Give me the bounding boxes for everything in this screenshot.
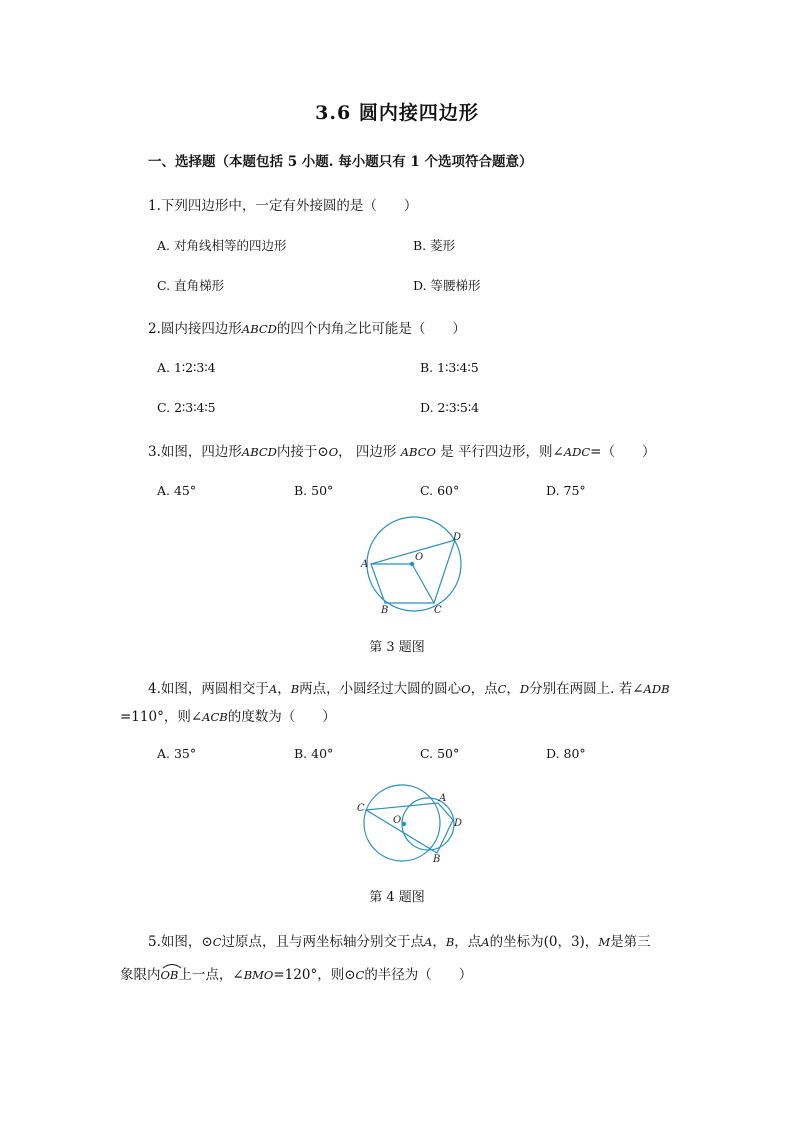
- q5-text-e: 是第三: [610, 934, 651, 950]
- figure-q3-cyclic-quadrilateral: [355, 515, 475, 620]
- q4-label-d: D: [454, 818, 463, 829]
- question-4-option-c: C. 50°: [420, 746, 460, 761]
- q2-text-b: 的四个内角之比可能是（ ）: [276, 321, 466, 337]
- q2-var-abcd: ABCD: [241, 322, 277, 336]
- question-3-option-c: C. 60°: [420, 483, 460, 498]
- question-3-stem: [148, 440, 655, 460]
- question-4-stem-line2: [120, 705, 336, 725]
- q3-segment-oc: [412, 564, 434, 603]
- q4-var-acb: ACB: [202, 710, 228, 724]
- q3-text-b: 内接于⊙: [276, 444, 329, 460]
- page-title: 3.6 圆内接四边形: [315, 102, 479, 124]
- q4-label-o: O: [393, 815, 402, 826]
- q3-label-c: C: [434, 605, 442, 616]
- question-1-option-d: D. 等腰梯形: [413, 278, 481, 293]
- section-heading: 一、选择题（本题包括 5 小题. 每小题只有 1 个选项符合题意）: [148, 154, 533, 170]
- q5-text-d: 的坐标为(0，3)，: [489, 934, 599, 950]
- question-2-stem: [148, 317, 466, 337]
- q5-sep-1: ，: [432, 934, 446, 950]
- question-1-option-a: A. 对角线相等的四边形: [157, 238, 287, 253]
- q5-text-a: 5.如图，⊙: [148, 934, 213, 950]
- q4-label-a: A: [439, 793, 447, 804]
- question-3-option-b: B. 50°: [294, 483, 334, 498]
- q4-var-a: A: [268, 682, 278, 696]
- q4-text-b: 两点，小圆经过大圆的圆心: [299, 681, 462, 697]
- question-5-stem-line2: [120, 963, 472, 983]
- q5-text-h: =120°，则⊙: [273, 967, 356, 983]
- q5-text-c: ，点: [454, 934, 482, 950]
- figure-q4-caption: 第 4 题图: [369, 890, 425, 905]
- q3-text-c: ， 四边形: [338, 444, 397, 460]
- question-1-stem: 1.下列四边形中，一定有外接圆的是（ ）: [148, 198, 418, 214]
- q3-label-b: B: [381, 605, 389, 616]
- q4-sep-2: ，: [506, 681, 520, 697]
- question-2-option-c: C. 2∶3∶4∶5: [157, 400, 216, 415]
- q3-label-o: O: [415, 552, 424, 563]
- question-4-option-a: A. 35°: [157, 746, 197, 761]
- q3-center-dot: [410, 562, 414, 566]
- q4-text-d: 分别在两圆上. 若∠: [529, 681, 644, 697]
- q4-var-o: O: [461, 682, 471, 696]
- q4-text-f: 的度数为（ ）: [227, 709, 336, 725]
- q4-label-b: B: [433, 854, 441, 865]
- q4-sep-1: ，: [277, 681, 291, 697]
- q5-var-c: C: [212, 935, 222, 949]
- question-5-stem-line1: [148, 930, 651, 950]
- question-3-option-a: A. 45°: [157, 483, 197, 498]
- question-1-option-b: B. 菱形: [413, 238, 456, 253]
- q4-var-c: C: [497, 682, 507, 696]
- q4-text-a: 4.如图，两圆相交于: [148, 681, 269, 697]
- q5-text-i: 的半径为（ ）: [364, 967, 473, 983]
- q5-var-c2: C: [355, 968, 365, 982]
- q4-text-e: =110°，则∠: [120, 709, 203, 725]
- question-4-option-d: D. 80°: [546, 746, 586, 761]
- question-4-stem-line1: [148, 677, 670, 697]
- q5-var-a: A: [424, 935, 433, 949]
- q3-var-abcd: ABCD: [241, 445, 277, 459]
- q5-text-f: 象限内: [120, 967, 161, 983]
- q3-text-d: 是 平行四边形，则∠: [440, 444, 564, 460]
- question-3-option-d: D. 75°: [546, 483, 586, 498]
- q4-center-dot: [402, 822, 406, 826]
- question-1-option-c: C. 直角梯形: [157, 278, 225, 293]
- q3-var-abco: ABCO: [400, 445, 436, 459]
- question-4-option-b: B. 40°: [294, 746, 334, 761]
- q4-text-c: ，点: [470, 681, 498, 697]
- q5-var-a2: A: [481, 935, 490, 949]
- q3-text-e: =（ ）: [590, 444, 656, 460]
- q3-label-d: D: [453, 532, 462, 543]
- q3-text-a: 3.如图，四边形: [148, 444, 242, 460]
- q5-text-g: 上一点，∠: [178, 967, 244, 983]
- q5-var-ob: OB: [160, 968, 179, 982]
- question-2-option-a: A. 1∶2∶3∶4: [157, 360, 216, 375]
- q5-var-m: M: [598, 935, 611, 949]
- q4-label-c: C: [357, 803, 365, 814]
- question-2-option-d: D. 2∶3∶5∶4: [420, 400, 480, 415]
- q5-arc-ob: [161, 967, 179, 983]
- q5-var-bmo: BMO: [243, 968, 274, 982]
- q2-text-a: 2.圆内接四边形: [148, 321, 242, 337]
- q4-var-adb: ADB: [643, 682, 670, 696]
- q3-var-adc: ADC: [563, 445, 591, 459]
- figure-q3-caption: 第 3 题图: [369, 640, 425, 655]
- q5-text-b: 过原点，且与两坐标轴分别交于点: [221, 934, 425, 950]
- q5-var-b: B: [445, 935, 455, 949]
- q4-var-b: B: [290, 682, 300, 696]
- q3-var-o: O: [328, 445, 339, 459]
- q3-quadrilateral-abcd: [371, 540, 455, 603]
- q3-label-a: A: [361, 559, 369, 570]
- figure-q4-two-circles: [350, 780, 470, 870]
- arc-symbol-icon: [161, 962, 183, 969]
- q4-var-d: D: [519, 682, 530, 696]
- question-2-option-b: B. 1∶3∶4∶5: [420, 360, 479, 375]
